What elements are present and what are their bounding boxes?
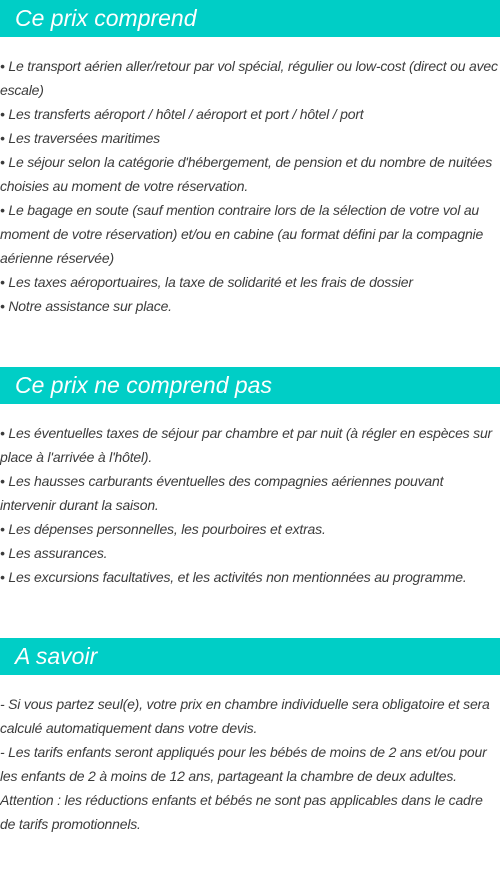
list-item: • Le bagage en soute (sauf mention contraire lors de la sélection de votre vol au moment de votre réservation) et/ou en cabine (au format défini par la compagnie aérienne réservée) [0,202,484,266]
list-item: • Les taxes aéroportuaires, la taxe de solidarité et les frais de dossier [0,274,413,290]
paragraph: - Les tarifs enfants seront appliqués pour les bébés de moins de 2 ans et/ou pour les enfants de 2 à moins de 12 ans, partageant la chambre de deux adultes. [0,744,487,784]
list-item: • Les hausses carburants éventuelles des compagnies aériennes pouvant intervenir durant la saison. [0,473,444,513]
not-included-list [0,421,500,589]
good-to-know-text [0,692,500,836]
list-item: • Le transport aérien aller/retour par vol spécial, régulier ou low-cost (direct ou avec escale) [0,58,498,98]
list-item: • Le séjour selon la catégorie d'hébergement, de pension et du nombre de nuitées choisies au moment de votre réservation. [0,154,493,194]
paragraph: - Si vous partez seul(e), votre prix en chambre individuelle sera obligatoire et sera calculé automatiquement dans votre devis. [0,696,490,736]
list-item: • Les éventuelles taxes de séjour par chambre et par nuit (à régler en espèces sur place à l'arrivée à l'hôtel). [0,425,493,465]
section-title-not-included: Ce prix ne comprend pas [0,367,500,404]
list-item: • Notre assistance sur place. [0,298,172,314]
paragraph: Attention : les réductions enfants et bébés ne sont pas applicables dans le cadre de tarifs promotionnels. [0,792,483,832]
section-title-good-to-know: A savoir [0,638,500,675]
included-list [0,54,500,318]
section-included [0,0,500,318]
section-title-included: Ce prix comprend [0,0,500,37]
section-not-included [0,367,500,589]
list-item: • Les excursions facultatives, et les activités non mentionnées au programme. [0,569,467,585]
list-item: • Les transferts aéroport / hôtel / aéroport et port / hôtel / port [0,106,364,122]
list-item: • Les traversées maritimes [0,130,160,146]
list-item: • Les dépenses personnelles, les pourboires et extras. [0,521,326,537]
list-item: • Les assurances. [0,545,108,561]
section-good-to-know [0,638,500,836]
